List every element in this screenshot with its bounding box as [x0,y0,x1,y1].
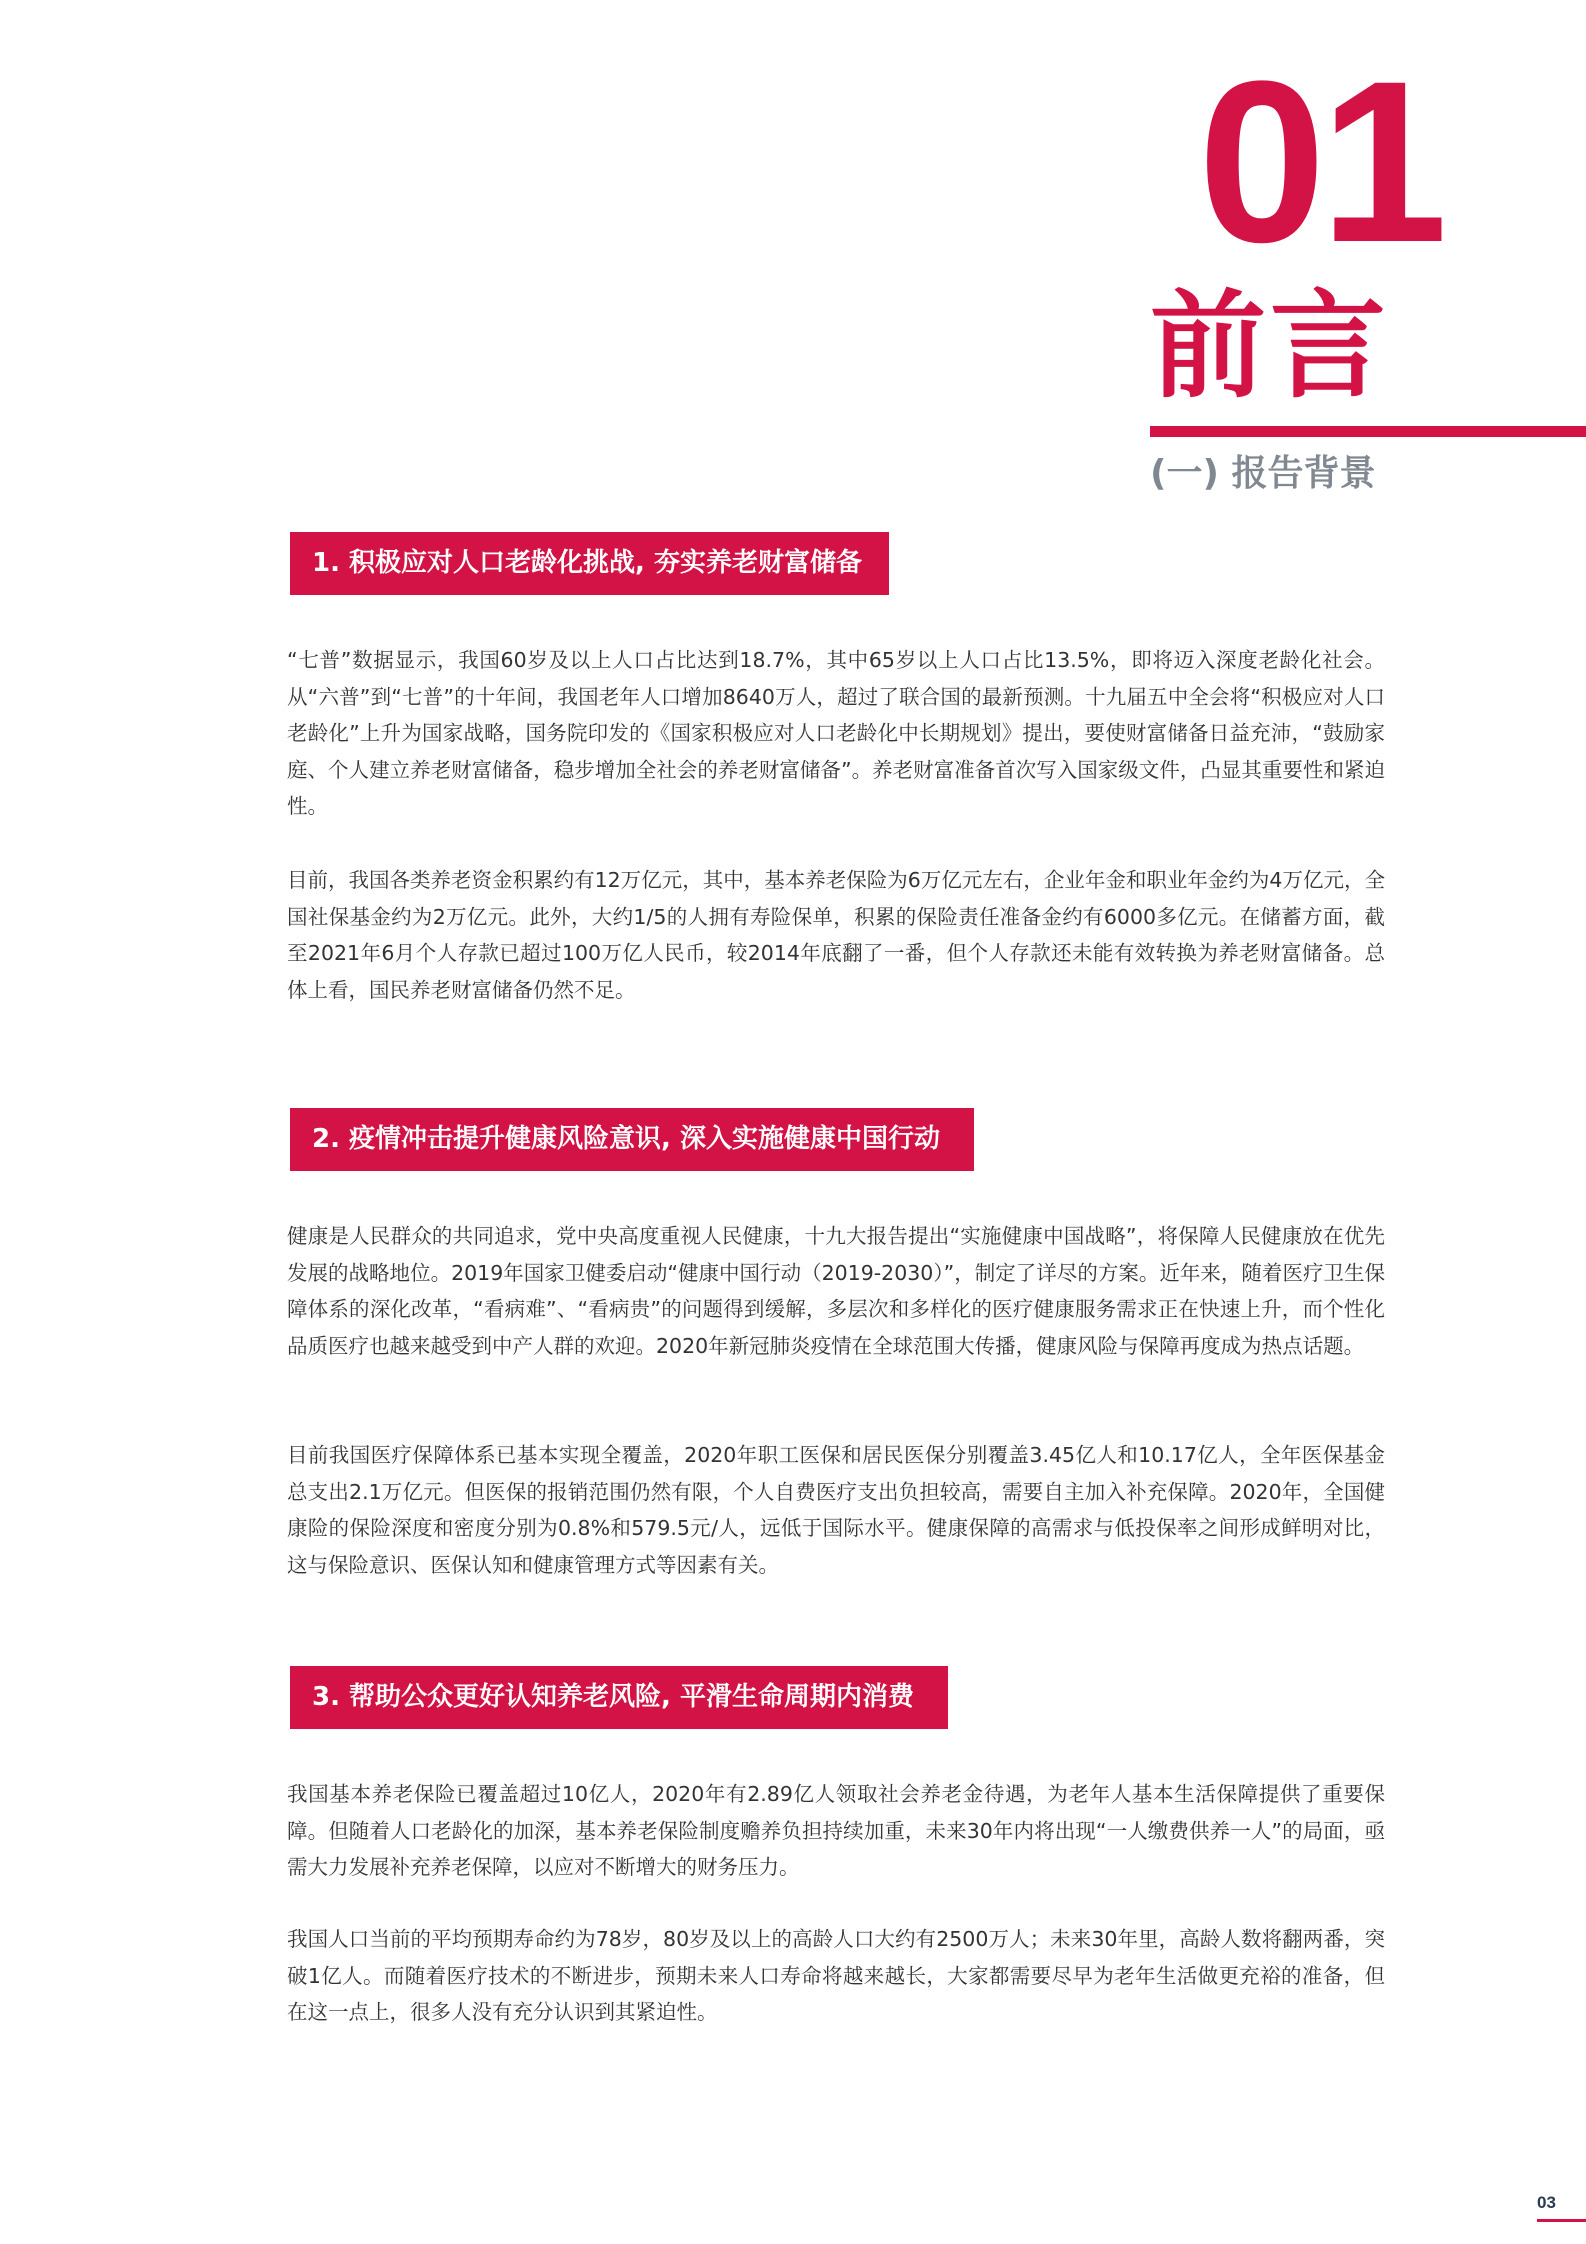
section-2-paragraph-2: 目前我国医疗保障体系已基本实现全覆盖，2020年职工医保和居民医保分别覆盖3.45亿人和10.17亿人，全年医保基金总支出2.1万亿元。但医保的报销范围仍然有限，个人自费医疗支出负担较高，需要自主加入补充保障。2020年，全国健康险的保险深度和密度分别为0.8%和579.5元/人，远低于国际水平。健康保障的高需求与低投保率之间形成鲜明对比，这与保险意识、医保认知和健康管理方式等因素有关。 [287,1443,1385,1577]
chapter-title: 前言 [1150,279,1390,414]
section-subtitle: (一) 报告背景 [1150,453,1376,494]
page-number: 03 [1537,2193,1556,2212]
page-number-underline [1537,2219,1586,2222]
section-2-heading: 2. 疫情冲击提升健康风险意识, 深入实施健康中国行动 [290,1108,974,1171]
section-1-heading: 1. 积极应对人口老龄化挑战, 夯实养老财富储备 [290,532,889,595]
section-1-paragraph-2: 目前，我国各类养老资金积累约有12万亿元，其中，基本养老保险为6万亿元左右，企业年金和职业年金约为4万亿元，全国社保基金约为2万亿元。此外，大约1/5的人拥有寿险保单，积累的保险责任准备金约有6000多亿元。在储蓄方面，截至2021年6月个人存款已超过100万亿人民币，较2014年底翻了一番，但个人存款还未能有效转换为养老财富储备。总体上看，国民养老财富储备仍然不足。 [287,868,1385,1002]
chapter-divider [1150,426,1586,437]
section-2-paragraph-1: 健康是人民群众的共同追求，党中央高度重视人民健康，十九大报告提出“实施健康中国战略”，将保障人民健康放在优先发展的战略地位。2019年国家卫健委启动“健康中国行动（2019-2030）”，制定了详尽的方案。近年来，随着医疗卫生保障体系的深化改革，“看病难”、“看病贵”的问题得到缓解，多层次和多样化的医疗健康服务需求正在快速上升，而个性化品质医疗也越来越受到中产人群的欢迎。2020年新冠肺炎疫情在全球范围大传播，健康风险与保障再度成为热点话题。 [287,1224,1385,1358]
chapter-number: 01 [1198,33,1442,290]
section-3-heading: 3. 帮助公众更好认知养老风险, 平滑生命周期内消费 [290,1666,948,1729]
section-3-paragraph-1: 我国基本养老保险已覆盖超过10亿人，2020年有2.89亿人领取社会养老金待遇，为老年人基本生活保障提供了重要保障。但随着人口老龄化的加深，基本养老保险制度赡养负担持续加重，未来30年内将出现“一人缴费供养一人”的局面，亟需大力发展补充养老保障，以应对不断增大的财务压力。 [287,1782,1385,1879]
section-3-paragraph-2: 我国人口当前的平均预期寿命约为78岁，80岁及以上的高龄人口大约有2500万人；未来30年里，高龄人数将翻两番，突破1亿人。而随着医疗技术的不断进步，预期未来人口寿命将越来越长，大家都需要尽早为老年生活做更充裕的准备，但在这一点上，很多人没有充分认识到其紧迫性。 [287,1927,1385,2024]
section-1-paragraph-1: “七普”数据显示，我国60岁及以上人口占比达到18.7%，其中65岁以上人口占比13.5%，即将迈入深度老龄化社会。从“六普”到“七普”的十年间，我国老年人口增加8640万人，超过了联合国的最新预测。十九届五中全会将“积极应对人口老龄化”上升为国家战略，国务院印发的《国家积极应对人口老龄化中长期规划》提出，要使财富储备日益充沛，“鼓励家庭、个人建立养老财富储备，稳步增加全社会的养老财富储备”。养老财富准备首次写入国家级文件，凸显其重要性和紧迫性。 [287,648,1385,818]
